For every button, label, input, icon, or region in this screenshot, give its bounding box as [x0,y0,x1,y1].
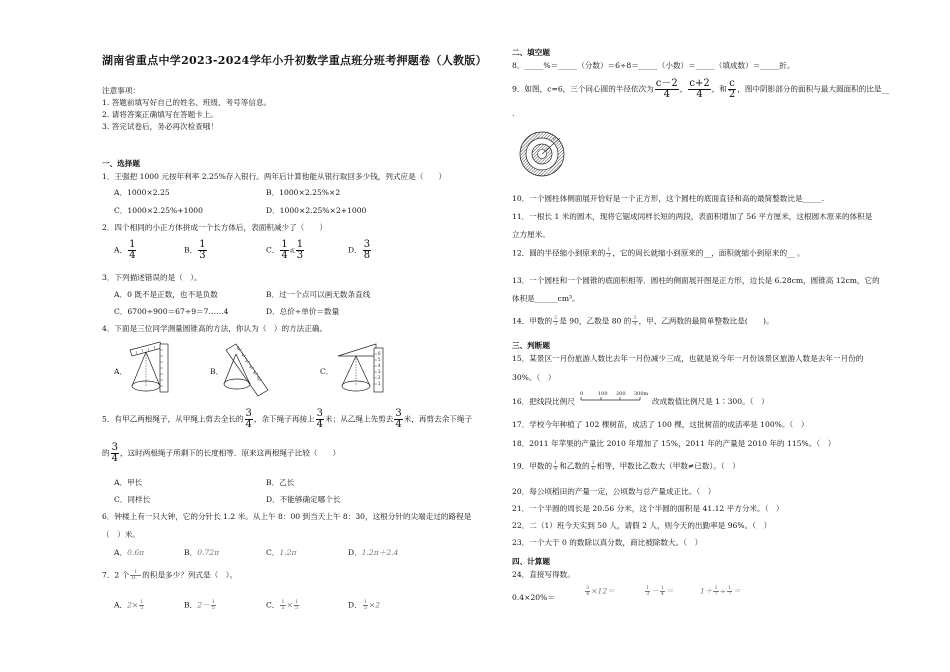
q9-stem-line2: . [512,109,515,118]
q13-stem: 13．一个圆柱和一个圆锥的底面积相等．圆柱的侧面展开图是正方形，边长是 6.28cm，圆锥高 12cm，它的 [512,276,880,285]
q1-option-c[interactable]: C．1000×2.25%+1000 [114,206,203,215]
q5-option-c[interactable]: C．同样长 [114,495,151,504]
fraction: $\frac{1}{3}$ [607,247,611,259]
fraction: $\frac{1}{5}$ [281,599,285,611]
fraction: $\frac{3}{4}$ [111,442,118,464]
fraction: $\frac{1}{3}$ [646,585,650,597]
section-heading-judge: 三、判断题 [512,341,550,350]
fraction: $\frac{1}{4}$ [281,239,288,261]
q6-option-c[interactable]: C．1.2π [266,548,297,557]
option-letter: C． [266,245,280,255]
q5-option-d[interactable]: D．不能够确定哪个长 [266,495,341,504]
notes-heading: 注意事项： [102,86,140,95]
scale-label: 100 [598,391,608,397]
q24-stem: 24．直接写得数。 [512,570,575,579]
fraction: $\frac{1}{5}$ [211,599,215,611]
ruler-tick-label: 1 [378,381,381,386]
fraction: $\frac{1}{5}$ [140,599,144,611]
section-heading-choice: 一、选择题 [102,159,140,168]
q3-option-a[interactable]: A．0 既不是正数，也不是负数 [114,290,218,299]
ruler-tick-label: 3 [378,369,381,374]
q5-stem-line2: 的 $\frac{3}{4}$ ，这时两根绳子所剩下的长度相等．原来这两根绳子比较（ ） [102,442,341,464]
q4-stem: 4．下面是三位同学测量圆锥高的方法，你认为（ ）的方法正确。 [102,324,328,333]
fraction: $\frac{1}{7}$ [728,585,732,597]
q3-option-c[interactable]: C．6700÷900＝67÷9＝7……4 [114,307,229,316]
q1-option-d[interactable]: D．1000×2.25%×2+1000 [266,206,367,215]
q16-stem-post: 改成数值比例尺是 1∶300。（ ） [652,397,769,406]
calc-item-1: 0.4×20%＝ [512,593,555,602]
fraction: $\frac{1}{4}$ [660,585,664,597]
q9-stem: 9．如图，c=6，三个同心圆的半径依次为 $\frac{c-2}{4}$ ， $\frac{c+2}{4}$ ，和 $\frac{c}{2}$ ，图中阴影部分的面积与最大圆面积的比是__ [512,78,890,100]
q15-stem-line2: 30%。（ ） [512,373,556,382]
scale-label: 300m [634,391,649,397]
fraction: $\frac{3}{4}$ [316,408,324,430]
fraction: $\frac{1}{5}$ [294,599,299,611]
q15-stem: 15．某景区一月份旅游人数比去年一月份减少三成，也就是说今年一月份该景区旅游人数是去年一月份的 [512,354,864,363]
ruler-tick-label: 2 [378,375,381,380]
q2-option-c[interactable] [266,240,305,261]
q19-stem: 19．甲数的 $\frac{1}{4}$ 和乙数的 $\frac{1}{6}$ 相等，甲数比乙数大（甲数≠已数）。（ ） [512,460,740,472]
q5-option-a[interactable]: A．甲长 [114,478,143,487]
ruler-tick-label: 6 [378,351,381,356]
q7-option-d[interactable]: D． $\frac{1}{5}$ ×2 [348,599,381,611]
q5-option-b[interactable]: B．乙长 [266,478,295,487]
q6-option-b[interactable]: B．0.72π [184,548,220,557]
fraction: $\frac{3}{4}$ [586,585,590,597]
q4-option-a[interactable]: A． [114,367,128,376]
note-item: 3. 答完试卷后，务必再次检查哦！ [102,122,218,131]
note-item: 1. 答题前填写好自己的姓名、班级、考号等信息。 [102,98,272,107]
page-title: 湖南省重点中学2023-2024学年小升初数学重点班分班考押题卷（人教版） [102,54,487,67]
q14-stem: 14．甲数的 $\frac{2}{3}$ 是 90，乙数是 80 的 $\frac{3}{4}$ ，甲、乙两数的最简单整数比是( )。 [512,315,774,327]
q12-stem: 12．圆的半径缩小到原来的 $\frac{1}{3}$ ，它的周长就缩小到原来的__，面积就缩小到原来的__ 。 [512,247,805,259]
ruler-tick-label: 4 [378,363,381,368]
ruler-tick-label: 4 [253,370,256,375]
q20-stem: 20．每公顷稻田的产量一定，公顷数与总产量成正比。（ ） [512,487,716,496]
ruler-tick-label: 3 [249,364,252,369]
note-item: 2. 请将答案正确填写在答题卡上。 [102,110,218,119]
line-scale-figure [578,388,652,408]
q13-stem-line2: 体积是______cm³。 [512,294,580,303]
fraction: $\frac{1}{4}$ [129,239,136,261]
fraction: $\frac{3}{4}$ [245,408,252,430]
q2-stem: 2．四个相同的小正方体拼成一个长方体后，表面积减少了（ ） [102,223,328,232]
q2-option-d[interactable] [348,240,372,261]
fraction: $\frac{1}{5}$ [363,599,367,611]
fraction: $\frac{c}{2}$ [728,78,736,100]
q1-option-b[interactable]: B．1000×2.25%×2 [266,188,341,197]
q7-stem: 7．2 个 $\frac{1}{D.}$ 的积是多少？列式是（ ）。 [102,569,238,581]
ruler-tick-label: 5 [257,376,260,381]
radius-label: c [553,136,556,142]
q7-option-b[interactable]: B．2－ $\frac{1}{5}$ [184,599,215,611]
q10-stem: 10．一个圆柱体侧面展开恰好是一个正方形，这个圆柱的底面直径和高的最简整数比是_____. [512,194,825,203]
q4-option-c[interactable]: C． [320,367,334,376]
ruler-tick-label: 1 [241,352,244,357]
q5-stem: 5．有甲乙两根绳子，从甲绳上剪去全长的 $\frac{3}{4}$ ，余下绳子再接上 $\frac{3}{4}$ 米；从乙绳上先剪去 $\frac{3}{4}$ 米，再剪去余下绳子 [102,408,473,430]
q3-option-d[interactable]: D．总价÷单价＝数量 [266,307,340,316]
fraction: $\frac{1}{3}$ [199,239,206,261]
calc-item-3: $\frac{1}{3}$ － $\frac{1}{4}$ ＝ [646,585,674,597]
q6-stem-line2: （ ）米。 [102,530,140,539]
fraction: $\frac{c+2}{4}$ [689,78,710,100]
calc-item-2: $\frac{3}{4}$ ×12＝ [586,585,615,597]
q17-stem: 17．学校今年种植了 102 棵树苗，成活了 100 棵，这批树苗的成活率是 100%。（ ） [512,420,809,429]
option-letter: A． [114,245,128,255]
q4-option-b[interactable]: B． [210,367,224,376]
q7-option-c[interactable]: C． $\frac{1}{5}$ × $\frac{1}{5}$ [266,599,299,611]
fraction: $\frac{2}{3}$ [554,315,558,327]
q22-stem: 22．二（1）班今天实到 50 人，请假 2 人，则今天的出勤率是 96%。（ ） [512,521,772,530]
q8-stem: 8．_____%＝_____（分数）＝6÷8＝_____（小数）＝_____（填成数）＝_____折。 [512,61,795,70]
fraction: $\frac{1}{3}$ [296,239,304,261]
q21-stem: 21．一个半圆的周长是 20.56 分米，这个半圆的面积是 41.12 平方分米。（ ） [512,504,784,513]
q6-option-d[interactable]: D．1.2π＋2.4 [348,548,399,557]
q1-stem: 1．王强把 1000 元按年利率 2.25%存入银行。两年后计算他能从银行取回多少钱，列式应是（ ） [102,172,447,181]
q2-option-b[interactable] [184,240,208,261]
cone-base [224,379,250,389]
fraction: $\frac{c-2}{4}$ [655,78,678,100]
option-letter: D． [348,245,362,255]
q23-stem: 23．一个大于 0 的数除以真分数，商比被除数大。（ ） [512,538,703,547]
section-heading-calc: 四、计算题 [512,557,550,566]
q3-option-b[interactable]: B．过一个点可以画无数条直线 [266,290,371,299]
calc-item-4: 1＋ $\frac{1}{7}$ ÷ $\frac{1}{7}$ ＝ [700,585,741,597]
fraction: $\frac{1}{D.}$ [131,569,141,581]
scale-label: 200 [616,391,626,397]
scale-label: 0 [580,391,584,397]
q6-option-a[interactable]: A．0.6π [114,548,145,557]
cone-figure-b [222,340,272,398]
ruler-tick-label: 5 [378,357,381,362]
q2-option-a[interactable] [114,240,137,261]
q16-stem-pre: 16．把线段比例尺 [512,397,575,406]
or-word: 或 [289,248,295,255]
concentric-circles-figure [514,124,570,182]
cone-figure-c [336,340,392,396]
q1-option-a[interactable]: A．1000×2.25 [114,188,170,197]
ruler-tick-label: 2 [245,358,248,363]
q11-stem: 11．一根长 1 米的圆木，现将它锯成同样长短的两段，表面积增加了 56 平方厘米，这根圆木原来的体积是 [512,212,873,221]
section-heading-fill: 二、填空题 [512,48,550,57]
ruler-tilted [226,344,268,396]
ruler-horizontal [130,342,162,356]
ruler-tick-label: 0 [237,346,240,351]
cone-figure-a [126,340,180,396]
q11-stem-line2: 立方厘米。 [512,230,550,239]
fraction: $\frac{1}{6}$ [591,460,595,472]
fraction: $\frac{3}{4}$ [395,408,402,430]
fraction: $\frac{1}{7}$ [714,585,718,597]
q7-option-a[interactable]: A．2× $\frac{1}{5}$ [114,599,144,611]
q3-stem: 3．下列描述错误的是（ ）。 [102,273,202,282]
fraction: $\frac{3}{8}$ [363,239,371,261]
q18-stem: 18．2011 年苹果的产量比 2010 年增加了 15%，2011 年的产量是 2010 年的 115%。（ ） [512,439,836,448]
set-square [338,344,376,356]
fraction: $\frac{3}{4}$ [633,315,637,327]
option-letter: B． [184,245,198,255]
q6-stem: 6．钟楼上有一只大钟，它的分针长 1.2 米。从上午 8：00 到当天上午 8：30，这根分针的尖端走过的路程是 [102,512,472,521]
fraction: $\frac{1}{4}$ [554,460,558,472]
